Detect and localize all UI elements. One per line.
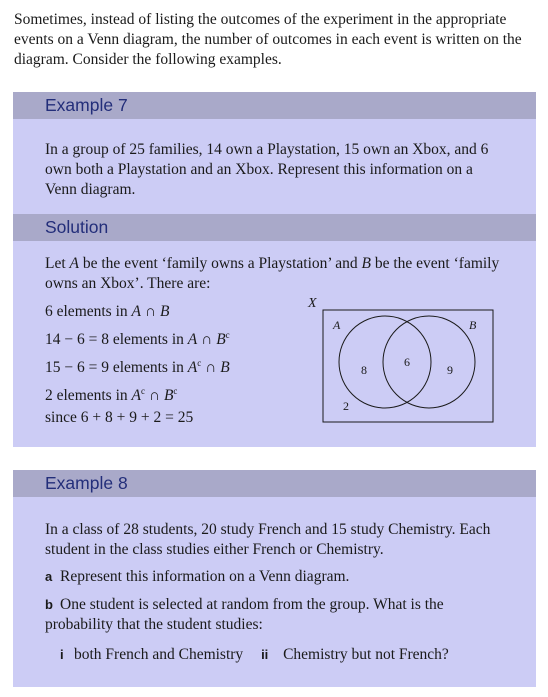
venn-circle-b xyxy=(383,316,475,408)
question-a: a Represent this information on a Venn diagram. xyxy=(45,568,350,585)
example-8-header xyxy=(13,470,536,497)
venn-circle-a xyxy=(339,316,431,408)
solution-header xyxy=(13,214,536,241)
venn-label-b: B xyxy=(469,318,477,332)
venn-b-only: 9 xyxy=(447,363,453,377)
solution-line-3: 15 − 6 = 9 elements in $A^c$ ∩ B xyxy=(45,358,230,376)
example-7-box xyxy=(13,92,536,447)
venn-a-only: 8 xyxy=(361,363,367,377)
venn-both: 6 xyxy=(404,355,410,369)
solution-line-2: 14 − 6 = 8 elements in A ∩ $B^c$ xyxy=(45,330,230,348)
example-8-heading: Example 8 xyxy=(45,473,128,493)
venn-diagram xyxy=(303,292,503,432)
solution-line-1: 6 elements in A ∩ B xyxy=(45,303,170,320)
example-8-text: In a class of 28 students, 20 study French and 15 study Chemistry. Each student in the class studies either French or Chemistry. xyxy=(45,521,491,558)
question-b: b One student is selected at random from the group. What is the probability that the student studies: xyxy=(45,596,444,633)
question-b-parts: i both French and Chemistry ii Chemistry but not French? xyxy=(60,646,449,663)
venn-universal-label: X xyxy=(308,296,317,311)
example-7-heading: Example 7 xyxy=(45,95,128,115)
example-7-text: In a group of 25 families, 14 own a Playstation, 15 own an Xbox, and 6 own both a Playstation and an Xbox. Represent this information on a Venn diagram. xyxy=(45,141,489,198)
solution-line-since: since 6 + 8 + 9 + 2 = 25 xyxy=(45,409,194,426)
solution-line-4: 2 elements in $A^c$ ∩ $B^c$ xyxy=(45,386,178,404)
venn-neither: 2 xyxy=(343,399,349,413)
example-8-box xyxy=(13,470,536,687)
example-7-header xyxy=(13,92,536,119)
venn-label-a: A xyxy=(333,318,341,332)
solution-intro: Let A be the event ‘family owns a Playstation’ and B be the event ‘family owns an Xbox’. There are: xyxy=(45,255,500,292)
intro-paragraph: Sometimes, instead of listing the outcomes of the experiment in the appropriate events on a Venn diagram, the number of outcomes in each event is written on the diagram. Consider the following examples. xyxy=(14,11,522,68)
solution-heading: Solution xyxy=(45,217,109,237)
